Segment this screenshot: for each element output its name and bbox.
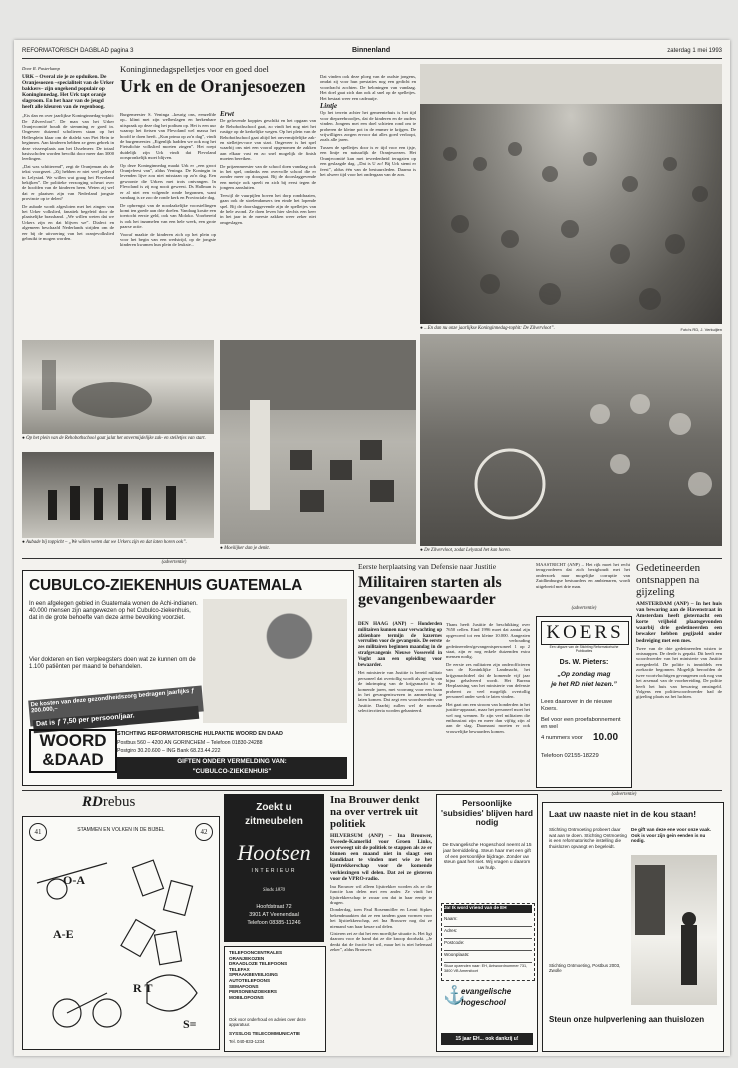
caption-silhouette: ● Aubade bij toppicht – „We willen weten dat we Urkers zijn en dat laten horen ook”. bbox=[22, 540, 187, 545]
koers-tagline: Een uitgave van de Stichting Reformatorische Publicaties bbox=[549, 645, 619, 653]
rebus-letters: A-E bbox=[53, 927, 74, 941]
rebus-header bbox=[82, 794, 172, 812]
ad-label: (advertentie) bbox=[571, 606, 597, 611]
article-body: De eerste zes militairen zijn onderofficieren van de Koninklijke Landmacht, het krijgsmachtdeel dat de komende vijf jaar bijna gehalveerd wordt. Het Bureau Herplaatsing van het ministerie van defensie probeert zo veel mogelijk overtollig personeel ander werk te laten vinden. bbox=[446, 661, 530, 700]
maastricht-brief bbox=[536, 562, 630, 602]
koers-text: Bel voor een proefabonnement en wel bbox=[541, 717, 621, 730]
urk-column-4 bbox=[320, 74, 416, 338]
article-body: Vooraf maakte de kinderen zich op het plein op voor het begin van een wedstrijd, op de jongste kinderen kwamen hun plein de leukste... bbox=[120, 231, 216, 248]
article-lead: DEN HAAG (ANP) – Honderden militairen kunnen naar verwachting op afzienbare termijn de kazernes verruilen voor de gevangenis. De eerste zes militairen beginnen maandag in de strafgevangenis Nieuwe Vosseveld in Vught aan een opleiding voor bewaarder. bbox=[358, 622, 442, 668]
hootsen-since: Sinds 1870 bbox=[262, 888, 286, 893]
egb-logo: hogeschool bbox=[461, 998, 506, 1007]
caption-text: Moeilijker dan je denkt. bbox=[224, 546, 270, 551]
ad-org: STICHTING REFORMATORISCHE HULPAKTIE WOORD EN DAAD bbox=[117, 731, 283, 737]
telecom-item: SEMAFOONS bbox=[229, 983, 259, 989]
article-body: Ina Brouwer wil alleen lijsttrekker worden als ze die functie kan delen met een ander. Ze vindt het lijsttrekkerschap te zwaar om dat in haar eentje te dragen. bbox=[330, 883, 432, 905]
telecom-phone: Tel. 040-833-1234 bbox=[229, 1039, 265, 1044]
article-body: Burgemeester S. Veninga –keurig ons, eenzelfde op– klimt met zijn welbeslagen en herkenbare uitspraak op deze dag het podium op. Het is een uur waarop het fietsen van Flevoland wel massa het hoofd te doen heeft. „Kun prima op zo'n dag”, vindt de burgemeester. „Eigenlijk hadden we ook nog het Fietsdichte volkslied moeten zingen”. Het roept duidelijk zijn Urk vindt dat Flevoland oorspronkelijk moet blijven. bbox=[120, 112, 216, 161]
article-author: Door R. Pasterkamp bbox=[22, 66, 60, 71]
article-body: Twee van de drie gedetineerden wisten te ontsnappen. De derde is gepakt. Dit heeft een woordvoerder van het ministerie van Justitie meegedeeld. De politie is inmiddels een zoekactie begonnen. Mogelijk beroofden de twee voortvluchtigen gevangenen ook nog van het arsenaal van de voorbereiding. De politie heeft het huis van bewaring omsingeld. Volgens een politiewoordvoerder had de gijzeling plaats na het luchten. bbox=[636, 645, 722, 700]
article-lead: HILVERSUM (ANP) – Ina Brouwer, Tweede-Kamerlid voor Groen Links, overweegt uit de politiek te stappen als ze er binnen een maand niet in slaagt een kandidaat te vinden met wie ze het lijsttrekkerschap voor de komende verkiezingen wil delen. Dat zei ze gisteren voor de VPRO-radio. bbox=[330, 833, 432, 882]
article-title: Urk en de Oranjesoezen bbox=[120, 76, 306, 96]
article-body: Op het terrein achter het gemeentehuis is het tijd voor diepzeebroodjes, dat de kinderen en de ouders vinden. Jongens met een doel schieten rond om te proberen de kleine pot in de emmer te krijgen. De vrijwilligers zorgen ervoor dat alles goed verloopt, zoals alle jaren. bbox=[320, 110, 416, 143]
logo-line: &DAAD bbox=[42, 750, 104, 769]
rebus-letters: S= bbox=[183, 1017, 197, 1031]
newspaper-page bbox=[14, 40, 730, 1056]
rd-logo: RD bbox=[82, 794, 103, 810]
ad-koers bbox=[536, 616, 632, 788]
egb-coupon bbox=[441, 903, 535, 981]
thuislozen-body: Stichting Ontmoeting probeert daar wat aan te doen. Stichting Ontmoeting is een reformatorische instelling die thuislozen opvangt en begeleidt. bbox=[549, 827, 627, 849]
ad-evangelische-hogeschool bbox=[436, 794, 538, 1052]
subheading: Lintje bbox=[320, 102, 338, 111]
telecom-item: MOBILOFOONS bbox=[229, 994, 264, 1000]
rebus-puzzle bbox=[22, 816, 220, 1050]
ad-cubulco bbox=[22, 570, 354, 786]
header-left: REFORMATORISCH DAGBLAD pagina 3 bbox=[22, 48, 134, 54]
caption-fanfare: ● De Zilvervloot, zodat Lelystad het kan horen. bbox=[420, 548, 511, 553]
rebus-drawings bbox=[27, 843, 215, 1043]
telecom-item: TELEFOONCENTRALES bbox=[229, 950, 283, 955]
caption-girl: ● Moeilijker dan je denkt. bbox=[220, 546, 270, 551]
telecom-item: TELEFAX bbox=[229, 966, 250, 972]
caption-text: Op het plein van de Rehobothschool gaat jalat het onvermijdelijke zak- en stelletjes van start. bbox=[26, 436, 206, 441]
crowd-photo-art bbox=[420, 64, 722, 324]
article-body: De opbrengst van de noodzakelijke voorstellingen komt ten goede aan drie doelen. Vandaag kostte een toertocht eerste geld, ook van Moloko. Voorbereid is ook het inzamelen van een hele week, een grote paarse actie. bbox=[120, 202, 216, 230]
woord-daad-logo bbox=[29, 729, 117, 773]
telecom-item: SPRAAKBEVEILIGING bbox=[229, 972, 279, 978]
egb-body: De Evangelische Hogeschool neemt al 15 jaar bemiddeling. Steun haar met een gift of een persoonlijke bijdrage. Zonder uw steun gaat het niet. Wij vragen u daarom uw hulp. bbox=[442, 843, 532, 872]
sack-race-photo bbox=[22, 340, 214, 434]
thuislozen-contact: Stichting Ontmoeting, Postbus 2003, Zwolle bbox=[549, 963, 621, 974]
koers-quote: „Op zondag mag bbox=[557, 671, 611, 678]
telecom-item: AUTOTELEFOONS bbox=[229, 977, 271, 983]
defensie-column-2 bbox=[446, 622, 530, 786]
article-body: Gisteren zei ze dat het een moeilijke situatie is. Het ligt daarom voor de hand dat ze die knoop doorhakt. „Je denkt dat de fractie het wil, maar het is niet helemaal zeker”, aldus Brouwer. bbox=[330, 931, 432, 953]
koers-logo: KOERS bbox=[541, 621, 629, 645]
koers-price: 10.00 bbox=[593, 732, 619, 743]
coupon-field-postcode[interactable]: Postcode: bbox=[444, 940, 532, 951]
ad-price: Dat is ƒ 7,50 per persoon/jaar. bbox=[33, 706, 200, 733]
telecom-item: DRAADLOZE TELEFOONS bbox=[229, 961, 288, 967]
brouwer-article bbox=[330, 794, 432, 1050]
fanfare-art bbox=[420, 334, 722, 546]
article-body: Tussen de spelletjes door is er tijd voor een ijsje, een lintje en natuurlijk de Oranjesoezen. Het Oranjecomité kan met tevredenheid terugzien op een geslaagde dag. „Dat is U zo! Bij Urk stemt er feest”, aldus één van de bestuursleden. Daarna is het alweer tijd voor het ondergaan van de zon. bbox=[320, 144, 416, 177]
article-kicker: Eerste herplaatsing van Defensie naar Justitie bbox=[358, 562, 497, 571]
caption-sack-race: ● Op het plein van de Rehobothschool gaat jalat het onvermijdelijke zak- en stelletjes van start. bbox=[22, 436, 206, 441]
urk-column-2 bbox=[120, 112, 216, 338]
caption-text: ...En dan nu onze jaarlijkse Koninginnedag-tophit: De Zilvervloot”. bbox=[424, 326, 555, 331]
article-body: Donderdag, toen Paul Rosenmöller en Leoni Sipkes bekendmaakten dat ze een tandem gaan vormen voor het lijsttrekkerschap, zei Ina Brouwer nog dat ze niemand van haar keuze zal delen. bbox=[330, 907, 432, 929]
article-lead: URK – Overal zie je ze opduiken. De Oranjesoezen –specialiteit van de Urker bakkers– zijn ongekend populair op Koninginnedag. Het Urk tapt oranje slagroom. En het haar van de jeugd heeft alle kleuren van de regenboog. bbox=[22, 73, 114, 111]
cta-line: "CUBULCO-ZIEKENHUIS" bbox=[192, 768, 272, 775]
article-body: De prijzenmeester van de school doen vandaag ook in het spel, ondanks een overvolle school die er zonder meer op doorgaat. Bij de doorslaggevende een meisje ook speelt en zich bij eerst tegen de jongens aansluiten. bbox=[220, 163, 316, 191]
egb-banner: 15 jaar EH... ook dankzij u! bbox=[441, 1033, 533, 1045]
article-title: Militairen starten als gevangenbewaarder bbox=[358, 574, 502, 608]
header-section: Binnenland bbox=[352, 47, 391, 54]
page-header bbox=[22, 46, 722, 59]
subheading: Erwt bbox=[220, 110, 235, 118]
koers-quote: je het RD niet lezen.” bbox=[551, 681, 617, 688]
mother-child-photo bbox=[203, 599, 347, 723]
urk-column-3 bbox=[220, 112, 316, 338]
logo-line: WOORD bbox=[39, 731, 107, 750]
article-lead: AMSTERDAM (ANP) – In het huis van bewaring aan de Havenstraat in Amsterdam heeft gisternacht een korte vrijheid plaatsgevonden waarbij drie gedetineerden een bewaker hebben gegijzeld onder bedreiging met een mes. bbox=[636, 601, 722, 644]
silhouette-photo bbox=[22, 452, 214, 538]
article-kicker: Koninginnedagspelletjes voor en goed doel bbox=[120, 64, 269, 74]
telecom-list bbox=[229, 950, 323, 1016]
article-title: Ina Brouwer denkt na over vertrek uit politiek bbox=[330, 794, 420, 830]
telecom-item: PERSONENZOEKERS bbox=[229, 989, 277, 995]
thuislozen-side: De gift van deze ene voor onze vaak. Ook is voor zijn gein eenden is nu nodig. bbox=[631, 827, 711, 844]
ad-text: Vier dokteren en tien verpleegsters doen wat ze kunnen om de 1.100 patiënten per maand te behandelen. bbox=[29, 657, 196, 671]
defensie-column-1 bbox=[358, 622, 442, 786]
koers-text: Lees daarover in de nieuwe Koers. bbox=[541, 699, 613, 712]
rebus-letters: R T bbox=[133, 981, 153, 995]
article-body: Thans heeft Justitie de beschikking over 7650 cellen. Eind 1996 moet dat aantal zijn opgevoerd tot een kleine 10.000. Aangezien de verhouding gedetineerden/gevangenispersoneel 1 op 2 staat, zijn er nog enkele duizenden extra mensen nodig. bbox=[446, 622, 530, 660]
article-body: Op deze Koninginnedag maakt Urk er „een groot Oranjefeest van”, aldus Veninga. De Koningin in levenden lijve zou niet misstaan op zo'n dag. Een gewoonte die Urkers met trots ontvangen. In Flevoland is zij nog nooit geweest. Ds Hallman is er al niet een volgende ronde begonnen, want vandaag is ze zoo de ronde kerk en Provinciale dag. bbox=[120, 162, 216, 201]
caption-text: Aubade bij toppicht – „We willen weten dat we Urkers zijn en dat laten horen ook”. bbox=[26, 540, 187, 545]
ad-address: Postbus 560 – 4200 AN GORINCHEM – Telefoon 01830-24288 bbox=[117, 740, 263, 746]
article-body: Terwijl de vuurpijlen boven het dorp ronddraaien, gaan ook de stoelendansers ten einde het lopende spel. Bij de doorslaggevende zijn de spelletjes van de hele avond. Ze doen leven hier slechts een keer in het jaar in de meeste zakken weer zeker niet omgeslagen. bbox=[220, 192, 316, 225]
snow-photo-art bbox=[631, 855, 717, 1005]
ad-bank: Postgiro 30.20.600 – ING Bank 68.23.44.222 bbox=[117, 748, 221, 754]
coupon-field-city[interactable]: Woonplaats: bbox=[444, 952, 532, 963]
coupon-title: Ja! Ik word vriend van de EH bbox=[444, 905, 532, 913]
ad-label: (advertentie) bbox=[161, 560, 187, 565]
ad-telecom bbox=[224, 946, 326, 1052]
koers-offer: 4 nummers voor bbox=[541, 735, 583, 741]
koers-phone: Telefoon 02155-18229 bbox=[541, 753, 599, 759]
photo-credit: Foto's RD, J. Verkuijlen bbox=[680, 327, 722, 332]
snow-photo bbox=[631, 855, 717, 1005]
hootsen-line: zitmeubelen bbox=[245, 816, 303, 827]
article-body: De aubade wordt afgesloten met het zingen van het Urker volkslied, fanatiek begeleid door de plaatselijke brassband. „We willen weten dat we Urkers zijn en dat blijven we”. Dialect en algemeen beschaafd Nederlands strijden om de eer bij de uitvoering van het oranjevolkslied gebruikt te mogen worden. bbox=[22, 203, 114, 242]
hootsen-line: Zoekt u bbox=[256, 802, 292, 813]
fanfare-photo bbox=[420, 334, 722, 546]
telecom-item: ORANJEKOZEN bbox=[229, 955, 265, 961]
rebus-number: 42 bbox=[195, 823, 213, 841]
thuislozen-title: Laat uw naaste niet in de kou staan! bbox=[549, 809, 697, 819]
telecom-company: SYSSLOG TELECOMMUNICATIE bbox=[229, 1031, 301, 1036]
cta-line: GIFTEN ONDER VERMELDING VAN: bbox=[177, 758, 287, 765]
article-body: MAASTRICHT (ANP) – Het rijk moet het recht terugvorderen dat zich bezighoudt met het onderzoek naar mogelijke corruptie van Zuidlimburgse bestuurders en ambtenaren, wordt uitgebreid met drie man. bbox=[536, 562, 630, 589]
girl-buckets-photo bbox=[220, 340, 416, 544]
rebus-title: rebus bbox=[102, 794, 136, 810]
thuislozen-footer: Steun onze hulpverlening aan thuislozen bbox=[549, 1015, 705, 1024]
header-date: zaterdag 1 mei 1993 bbox=[667, 48, 722, 54]
rebus-letters: O-A bbox=[63, 873, 85, 887]
rebus-label: STAMMEN EN VOLKEN IN DE BIJBEL bbox=[77, 827, 165, 833]
crowd-photo bbox=[420, 64, 722, 324]
silhouette-art bbox=[22, 452, 214, 538]
coupon-note: Stuur opzenden naar: EH, Antwoordnummer 731, 3800 VB Amersfoort bbox=[444, 964, 528, 973]
hootsen-brand: Hootsen bbox=[237, 840, 311, 865]
hootsen-address: Hoofdstraat 72 bbox=[256, 904, 292, 910]
article-body: De gelovende koppies geschikt en het opgaan van de Rehobothschool gaat, zo vindt het nog niet het rustige op de kerkelijke wegen. Op het plein van de Rehobothschool gaat altijd het onvermijdelijke zak- en stelletjes-race van start. Ongeveer is het spel waarbij ons niet een vooral opgenomen de zakken aan elkaar vast en zo snel mogelijk de finish moeten bereiken. bbox=[220, 118, 316, 162]
koers-name: Ds. W. Pieters: bbox=[559, 659, 609, 666]
article-body: „Eis dan en over jaarlijkse Koninginnedag-tophit: De Zilvervloot”. De man van het Urker Oranjecomité houdt de stemming er goed in. Ongeveer duizend scholieren staan op het Hellesplein klaar om de dialekt van Piet Hein te beginnen. Aan kinderen hebben ze geen gebrek in deze vissersplaats aan het IJsselmeer. De totaal basisscholen worden bevolkt door meer dan 3000 leerlingen. bbox=[22, 113, 114, 162]
ad-thuislozen bbox=[542, 802, 724, 1052]
sack-race-art bbox=[22, 340, 214, 434]
ad-text: In een afgelegen gebied in Guatemala wonen de Achi-indianen. 40.000 mensen zijn aangewezen op het Cubulco-ziekenhuis, dat in de grote behoefte van deze arme bevolking voorziet. bbox=[29, 601, 198, 622]
urk-lead-column bbox=[22, 66, 114, 336]
coupon-field-address[interactable]: Adres: bbox=[444, 928, 532, 939]
article-body: „Dat was schitterend”, zegt de Oranjeman als de tekst voorgezet. „Zij hebben er niet veel geleerd in Lelystad. We willen wat graag het Flevoland bekijken”. De politieke verzorging scheurt over de hoofden van de kinderen heen. Weten zij wel dat er plaatsen zijn van Nederland jongste provincie op te delen? bbox=[22, 163, 114, 202]
caption-main-photo: ● ...En dan nu onze jaarlijkse Koninginnedag-tophit: De Zilvervloot”. bbox=[420, 326, 555, 331]
article-body: Het ministerie van Justitie is bereid militair personeel dat overtollig wordt als gevolg van de inkrimping van de krijgsmacht in de komende jaren, met voorrang voor een baan in het gevangeniswezen in aanmerking te laten komen. Dat zegt een woordvoerder van Justitie. Daarbij zullen wel de normale selectiecriteria worden gehanteerd. bbox=[358, 670, 442, 714]
ad-hootsen bbox=[224, 794, 324, 942]
ad-cost: De kosten van deze gezondheidszorg bedragen jaarlijks ƒ 200.000,– bbox=[28, 685, 204, 726]
article-title: Gedetineerden ontsnappen na gijzeling bbox=[636, 562, 701, 598]
hootsen-sub: INTERIEUR bbox=[251, 868, 297, 874]
telecom-note: Ook voor onderhoud en advies over deze apparatuur. bbox=[229, 1017, 306, 1027]
defensie-headline bbox=[358, 562, 530, 618]
article-body: Dat vinden ook deze ploeg van de oudste jongens, omdat zij voor hun prestaties nog een gedicht en voordracht zochten. De beloningen van vandaag. Het doel gaat zich dan ook al snel op de spelletjes. Het bestaat weer een cadeautje. bbox=[320, 74, 416, 101]
ad-label: (advertentie) bbox=[611, 792, 637, 797]
article-body: Het gaat om een stroom van honderden in het justitie-apparaat, maar het personeel moet het wel nog wennen. Er zijn veel militairen die enthousiast zijn en meer dan vijftig zijn al aan de slag. Daarnaast moeten er ook vrouwelijke bewaarders komen. bbox=[446, 701, 530, 734]
rd-rebus bbox=[22, 794, 220, 1050]
egb-anchor-icon: ⚓ bbox=[443, 985, 466, 1005]
hootsen-phone: Telefoon 08385-11246 bbox=[247, 920, 301, 926]
hootsen-address: 3901 AT Veenendaal bbox=[249, 912, 299, 918]
gijzeling-article bbox=[636, 562, 722, 786]
egb-logo: evangelische bbox=[461, 987, 512, 996]
ad-cta bbox=[117, 757, 347, 779]
ad-title: CUBULCO-ZIEKENHUIS GUATEMALA bbox=[29, 577, 303, 594]
girl-buckets-art bbox=[220, 340, 416, 544]
egb-title: Persoonlijke 'subsidies' blijven hard nodig bbox=[441, 798, 533, 828]
caption-text: De Zilvervloot, zodat Lelystad het kan horen. bbox=[424, 548, 511, 553]
coupon-field-name[interactable]: Naam: bbox=[444, 916, 532, 927]
rebus-number: 41 bbox=[29, 823, 47, 841]
